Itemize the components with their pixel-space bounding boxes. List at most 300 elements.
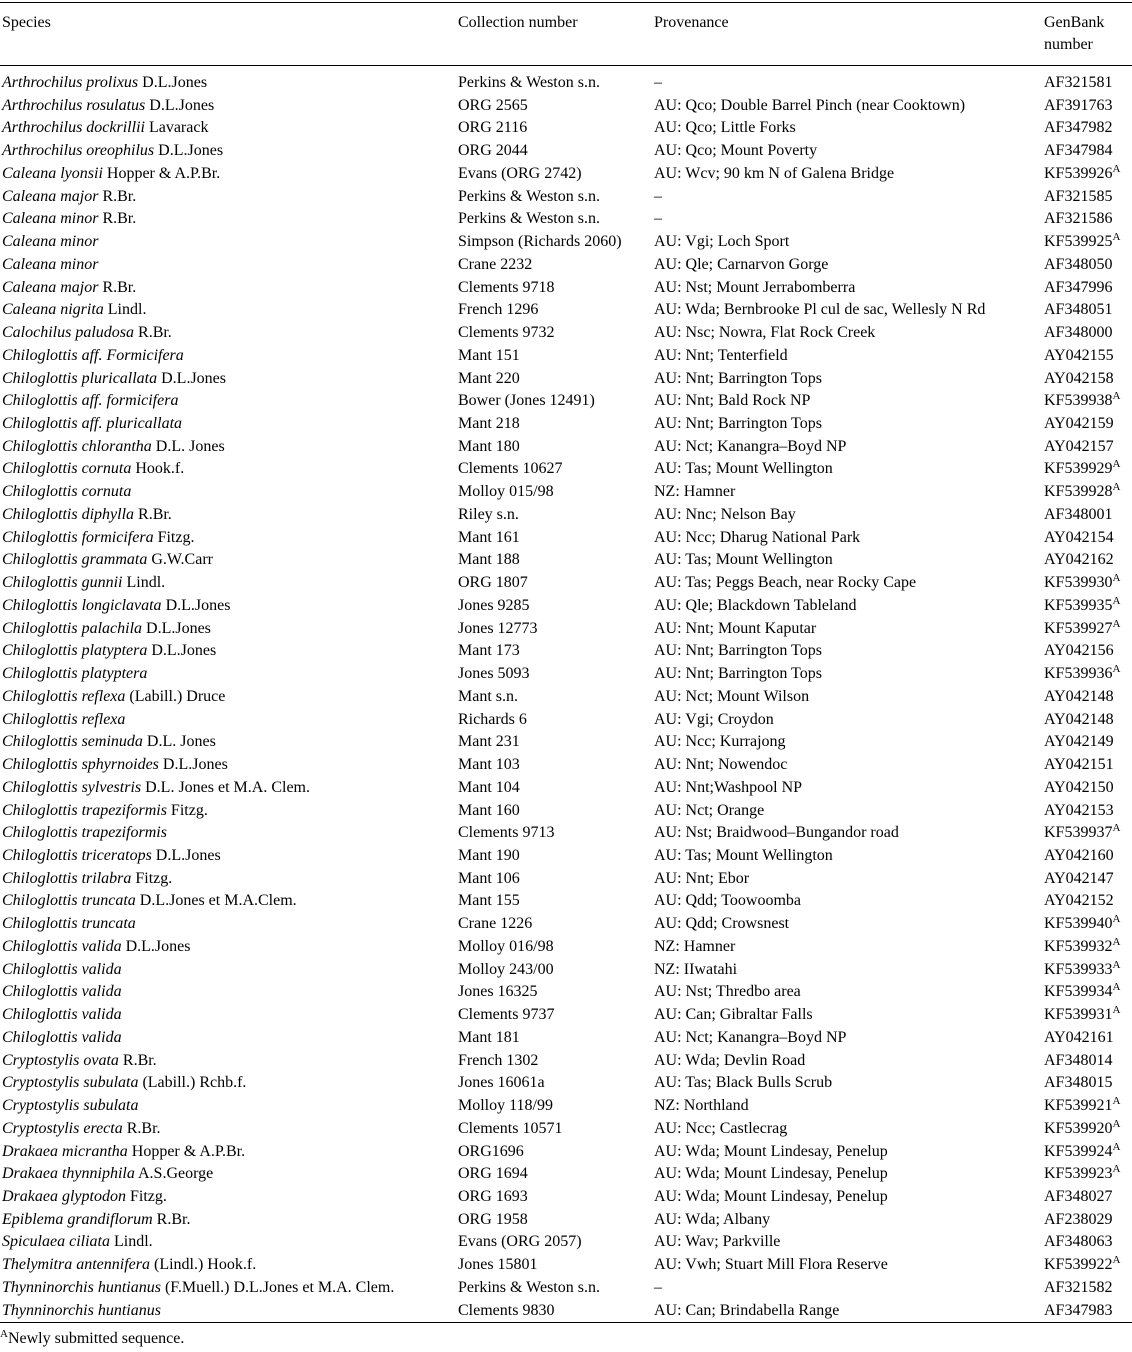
- table-row: [0, 777, 1132, 800]
- species-cell: [0, 95, 456, 118]
- species-cell: [0, 458, 456, 481]
- species-name: Chiloglottis aff. formicifera: [2, 392, 179, 410]
- species-name: Calochilus paludosa: [2, 324, 135, 342]
- species-name: Thelymitra antennifera: [2, 1256, 150, 1274]
- genbank-number-cell: [1042, 504, 1132, 527]
- species-cell: [0, 504, 456, 527]
- genbank-accession: AY042155: [1044, 346, 1114, 364]
- provenance-cell: AU: Qle; Carnarvon Gorge: [654, 255, 829, 273]
- header-genbank-number: GenBank number: [1044, 14, 1105, 53]
- species-name: Spiculaea ciliata: [2, 1233, 110, 1251]
- species-name: Chiloglottis valida: [2, 1028, 122, 1046]
- species-name: Chiloglottis platyptera: [2, 665, 148, 683]
- species-authority: Fitzg.: [135, 869, 173, 887]
- species-cell: [0, 66, 456, 95]
- collection-number-cell: Simpson (Richards 2060): [458, 233, 622, 251]
- species-cell: [0, 1231, 456, 1254]
- species-cell: [0, 413, 456, 436]
- table-row: [0, 800, 1132, 823]
- species-authority: Fitzg.: [157, 528, 195, 546]
- genbank-accession: AF347984: [1044, 142, 1113, 160]
- provenance-cell: AU: Can; Gibraltar Falls: [654, 1006, 813, 1024]
- species-authority: R.Br.: [102, 210, 137, 228]
- table-row: [0, 504, 1132, 527]
- table-row: [0, 117, 1132, 140]
- species-cell: [0, 959, 456, 982]
- species-cell: [0, 777, 456, 800]
- genbank-accession: KF539920: [1044, 1119, 1113, 1137]
- table-row: [0, 572, 1132, 595]
- table-row: [0, 1050, 1132, 1073]
- provenance-cell: AU: Nnt;Washpool NP: [654, 778, 803, 796]
- species-authority: D.L.Jones: [146, 619, 211, 637]
- new-sequence-mark: A: [1112, 390, 1121, 403]
- provenance-cell: AU: Nnt; Barrington Tops: [654, 369, 822, 387]
- species-authority: Lindl.: [126, 574, 166, 592]
- species-name: Chiloglottis valida: [2, 960, 122, 978]
- table-row: [0, 1118, 1132, 1141]
- species-cell: [0, 595, 456, 618]
- header-species: Species: [2, 14, 51, 31]
- genbank-number-cell: [1042, 1004, 1132, 1027]
- species-authority: R.Br.: [122, 1051, 157, 1069]
- collection-number-cell: French 1302: [458, 1051, 539, 1069]
- genbank-accession: AF348015: [1044, 1074, 1113, 1092]
- species-name: Cryptostylis ovata: [2, 1051, 119, 1069]
- genbank-number-cell: [1042, 981, 1132, 1004]
- collection-number-cell: Mant 103: [458, 756, 520, 774]
- collection-number-cell: ORG 2044: [458, 142, 528, 160]
- genbank-number-cell: [1042, 1095, 1132, 1118]
- species-name: Chiloglottis cornuta: [2, 483, 132, 501]
- genbank-accession: AF348051: [1044, 301, 1113, 319]
- table-row: [0, 413, 1132, 436]
- genbank-number-cell: [1042, 208, 1132, 231]
- species-authority: D.L.Jones: [149, 96, 215, 114]
- provenance-cell: AU: Nnt; Nowendoc: [654, 756, 788, 774]
- genbank-accession: AY042160: [1044, 846, 1114, 864]
- genbank-number-cell: [1042, 1300, 1132, 1323]
- species-cell: [0, 1254, 456, 1277]
- genbank-accession: KF539937: [1044, 824, 1113, 842]
- table-row: [0, 299, 1132, 322]
- genbank-number-cell: [1042, 868, 1132, 891]
- provenance-cell: –: [654, 1278, 662, 1296]
- species-name: Chiloglottis gunnii: [2, 574, 123, 592]
- species-name: Caleana lyonsii: [2, 164, 103, 182]
- species-cell: [0, 1050, 456, 1073]
- species-authority: R.Br.: [126, 1119, 161, 1137]
- provenance-cell: –: [654, 74, 662, 91]
- genbank-accession: AY042152: [1044, 892, 1114, 910]
- genbank-number-cell: [1042, 890, 1132, 913]
- genbank-accession: KF539938: [1044, 392, 1113, 410]
- provenance-cell: AU: Qdd; Crowsnest: [654, 915, 790, 933]
- species-authority: D.L.Jones: [142, 74, 208, 91]
- species-name: Chiloglottis aff. Formicifera: [2, 346, 184, 364]
- provenance-cell: AU: Vgi; Croydon: [654, 710, 774, 728]
- collection-number-cell: Clements 9737: [458, 1006, 555, 1024]
- table-row: [0, 1231, 1132, 1254]
- provenance-cell: AU: Wda; Devlin Road: [654, 1051, 806, 1069]
- provenance-cell: AU: Tas; Mount Wellington: [654, 551, 833, 569]
- species-name: Arthrochilus oreophilus: [2, 142, 155, 160]
- species-cell: [0, 1209, 456, 1232]
- species-authority: D.L. Jones et M.A. Clem.: [145, 778, 310, 796]
- genbank-number-cell: [1042, 186, 1132, 209]
- genbank-number-cell: [1042, 481, 1132, 504]
- genbank-number-cell: [1042, 800, 1132, 823]
- species-name: Chiloglottis chlorantha: [2, 437, 152, 455]
- genbank-accession: KF539932: [1044, 937, 1113, 955]
- table-row: [0, 231, 1132, 254]
- collection-number-cell: Jones 12773: [458, 619, 538, 637]
- genbank-accession: KF539922: [1044, 1256, 1113, 1274]
- genbank-number-cell: [1042, 95, 1132, 118]
- provenance-cell: AU: Nnt; Barrington Tops: [654, 665, 822, 683]
- species-authority: (F.Muell.) D.L.Jones et M.A. Clem.: [164, 1278, 395, 1296]
- table-row: [0, 731, 1132, 754]
- genbank-number-cell: [1042, 163, 1132, 186]
- provenance-cell: AU: Wav; Parkville: [654, 1233, 781, 1251]
- provenance-cell: AU: Nnt; Tenterfield: [654, 346, 788, 364]
- collection-number-cell: Crane 1226: [458, 915, 533, 933]
- genbank-number-cell: [1042, 1141, 1132, 1164]
- species-cell: [0, 709, 456, 732]
- species-cell: [0, 981, 456, 1004]
- species-cell: [0, 822, 456, 845]
- new-sequence-mark: A: [1112, 617, 1121, 630]
- provenance-cell: AU: Wda; Mount Lindesay, Penelup: [654, 1165, 888, 1183]
- genbank-number-cell: [1042, 436, 1132, 459]
- provenance-cell: AU: Qle; Blackdown Tableland: [654, 596, 857, 614]
- provenance-cell: AU: Nst; Mount Jerrabomberra: [654, 278, 856, 296]
- table-row: [0, 1163, 1132, 1186]
- footnote: [0, 1328, 184, 1350]
- new-sequence-mark: A: [1112, 481, 1121, 494]
- collection-number-cell: Perkins & Weston s.n.: [458, 74, 600, 91]
- table-row: [0, 868, 1132, 891]
- collection-number-cell: Clements 10571: [458, 1119, 563, 1137]
- species-cell: [0, 800, 456, 823]
- collection-number-cell: ORG 2565: [458, 96, 528, 114]
- new-sequence-mark: A: [1112, 822, 1121, 835]
- table-row: [0, 345, 1132, 368]
- provenance-cell: –: [654, 187, 662, 205]
- species-name: Chiloglottis truncata: [2, 915, 136, 933]
- new-sequence-mark: A: [1112, 1095, 1121, 1108]
- species-authority: Lindl.: [107, 301, 147, 319]
- species-name: Chiloglottis pluricallata: [2, 369, 158, 387]
- genbank-accession: KF539934: [1044, 983, 1113, 1001]
- genbank-number-cell: [1042, 731, 1132, 754]
- genbank-number-cell: [1042, 322, 1132, 345]
- provenance-cell: AU: Nnt; Ebor: [654, 869, 750, 887]
- new-sequence-mark: A: [1112, 958, 1121, 971]
- species-authority: A.S.George: [138, 1165, 214, 1183]
- species-authority: Fitzg.: [129, 1187, 167, 1205]
- species-cell: [0, 527, 456, 550]
- genbank-number-cell: [1042, 618, 1132, 641]
- genbank-number-cell: [1042, 1277, 1132, 1300]
- genbank-accession: AF348027: [1044, 1187, 1113, 1205]
- species-cell: [0, 572, 456, 595]
- new-sequence-mark: A: [1112, 663, 1121, 676]
- collection-number-cell: Mant 180: [458, 437, 520, 455]
- species-name: Arthrochilus prolixus: [2, 74, 139, 91]
- species-name: Chiloglottis aff. pluricallata: [2, 415, 183, 433]
- genbank-accession: AY042150: [1044, 778, 1114, 796]
- genbank-accession: AY042162: [1044, 551, 1114, 569]
- genbank-accession: KF539931: [1044, 1006, 1113, 1024]
- genbank-number-cell: [1042, 527, 1132, 550]
- collection-number-cell: Richards 6: [458, 710, 527, 728]
- genbank-accession: AY042149: [1044, 733, 1114, 751]
- genbank-number-cell: [1042, 277, 1132, 300]
- species-authority: Lavarack: [148, 119, 209, 137]
- collection-number-cell: Riley s.n.: [458, 505, 519, 523]
- collection-number-cell: Mant 151: [458, 346, 520, 364]
- species-cell: [0, 140, 456, 163]
- genbank-number-cell: [1042, 1072, 1132, 1095]
- species-cell: [0, 1300, 456, 1323]
- genbank-number-cell: [1042, 458, 1132, 481]
- table-row: [0, 1209, 1132, 1232]
- provenance-cell: AU: Nnc; Nelson Bay: [654, 505, 796, 523]
- genbank-accession: KF539927: [1044, 619, 1113, 637]
- genbank-accession: KF539935: [1044, 596, 1113, 614]
- genbank-number-cell: [1042, 845, 1132, 868]
- species-name: Chiloglottis sylvestris: [2, 778, 142, 796]
- genbank-accession: AY042154: [1044, 528, 1114, 546]
- genbank-accession: AY042151: [1044, 756, 1114, 774]
- species-cell: [0, 1072, 456, 1095]
- species-cell: [0, 1118, 456, 1141]
- table-row: [0, 981, 1132, 1004]
- table-row: [0, 890, 1132, 913]
- collection-number-cell: Mant s.n.: [458, 687, 518, 705]
- genbank-number-cell: [1042, 231, 1132, 254]
- collection-number-cell: Bower (Jones 12491): [458, 392, 595, 410]
- provenance-cell: AU: Tas; Mount Wellington: [654, 460, 833, 478]
- table-row: [0, 1186, 1132, 1209]
- species-authority: R.Br.: [102, 187, 137, 205]
- collection-number-cell: Clements 9718: [458, 278, 555, 296]
- collection-number-cell: Molloy 243/00: [458, 960, 554, 978]
- species-cell: [0, 686, 456, 709]
- genbank-number-cell: [1042, 1231, 1132, 1254]
- table-row: [0, 1300, 1132, 1323]
- species-cell: [0, 163, 456, 186]
- header-row: [0, 3, 1132, 66]
- species-authority: R.Br.: [138, 505, 172, 523]
- provenance-cell: AU: Qco; Little Forks: [654, 119, 796, 137]
- genbank-number-cell: [1042, 777, 1132, 800]
- table-row: [0, 845, 1132, 868]
- species-authority: G.W.Carr: [151, 551, 213, 569]
- species-name: Thynninorchis huntianus: [2, 1278, 161, 1296]
- new-sequence-mark: A: [1112, 1004, 1121, 1017]
- genbank-accession: AF347983: [1044, 1301, 1113, 1319]
- collection-number-cell: Jones 9285: [458, 596, 530, 614]
- species-cell: [0, 345, 456, 368]
- genbank-number-cell: [1042, 254, 1132, 277]
- collection-number-cell: Mant 160: [458, 801, 520, 819]
- species-name: Caleana major: [2, 187, 99, 205]
- table-row: [0, 595, 1132, 618]
- table-header: [0, 3, 1132, 66]
- collection-number-cell: Mant 188: [458, 551, 520, 569]
- table-row: [0, 163, 1132, 186]
- collection-number-cell: ORG 2116: [458, 119, 528, 137]
- collection-number-cell: Jones 15801: [458, 1256, 538, 1274]
- new-sequence-mark: A: [1112, 935, 1121, 948]
- provenance-cell: AU: Can; Brindabella Range: [654, 1301, 840, 1319]
- species-cell: [0, 1141, 456, 1164]
- genbank-accession: KF539923: [1044, 1165, 1113, 1183]
- table-row: [0, 640, 1132, 663]
- provenance-cell: AU: Tas; Peggs Beach, near Rocky Cape: [654, 574, 917, 592]
- species-cell: [0, 890, 456, 913]
- table-row: [0, 686, 1132, 709]
- provenance-cell: AU: Qco; Double Barrel Pinch (near Cooktown): [654, 96, 966, 114]
- genbank-number-cell: [1042, 640, 1132, 663]
- table-row: [0, 527, 1132, 550]
- provenance-cell: AU: Nct; Kanangra–Boyd NP: [654, 437, 847, 455]
- genbank-number-cell: [1042, 117, 1132, 140]
- genbank-number-cell: [1042, 595, 1132, 618]
- new-sequence-mark: A: [1112, 162, 1121, 175]
- collection-number-cell: Mant 190: [458, 846, 520, 864]
- genbank-number-cell: [1042, 66, 1132, 95]
- footnote-mark: A: [0, 1328, 8, 1340]
- species-name: Caleana minor: [2, 210, 99, 228]
- table-row: [0, 481, 1132, 504]
- genbank-number-cell: [1042, 1027, 1132, 1050]
- species-name: Drakaea thynniphila: [2, 1165, 135, 1183]
- collection-number-cell: Mant 231: [458, 733, 520, 751]
- species-authority: Lindl.: [113, 1233, 153, 1251]
- genbank-accession: KF539925: [1044, 233, 1113, 251]
- species-name: Caleana nigrita: [2, 301, 104, 319]
- species-cell: [0, 1004, 456, 1027]
- collection-number-cell: Evans (ORG 2057): [458, 1233, 582, 1251]
- table-row: [0, 936, 1132, 959]
- species-authority: D.L.Jones: [162, 756, 228, 774]
- provenance-cell: AU: Wda; Albany: [654, 1210, 771, 1228]
- provenance-cell: AU: Nct; Orange: [654, 801, 765, 819]
- collection-number-cell: Molloy 016/98: [458, 937, 554, 955]
- species-name: Chiloglottis longiclavata: [2, 596, 162, 614]
- provenance-cell: –: [654, 210, 662, 228]
- species-name: Caleana minor: [2, 255, 99, 273]
- table-row: [0, 1277, 1132, 1300]
- species-name: Thynninorchis huntianus: [2, 1301, 161, 1319]
- provenance-cell: AU: Qco; Mount Poverty: [654, 142, 818, 160]
- genbank-accession: AY042147: [1044, 869, 1114, 887]
- collection-number-cell: Mant 218: [458, 415, 520, 433]
- collection-number-cell: Jones 16325: [458, 983, 538, 1001]
- genbank-number-cell: [1042, 959, 1132, 982]
- species-cell: [0, 368, 456, 391]
- provenance-cell: AU: Qdd; Toowoomba: [654, 892, 802, 910]
- genbank-accession: AF391763: [1044, 96, 1113, 114]
- genbank-accession: AF348063: [1044, 1233, 1113, 1251]
- collection-number-cell: Mant 106: [458, 869, 520, 887]
- provenance-cell: AU: Nnt; Barrington Tops: [654, 415, 822, 433]
- species-name: Cryptostylis subulata: [2, 1097, 139, 1115]
- species-cell: [0, 277, 456, 300]
- table-row: [0, 618, 1132, 641]
- genbank-number-cell: [1042, 140, 1132, 163]
- new-sequence-mark: A: [1112, 572, 1121, 585]
- species-name: Caleana major: [2, 278, 99, 296]
- genbank-number-cell: [1042, 1050, 1132, 1073]
- species-cell: [0, 1095, 456, 1118]
- table-row: [0, 1072, 1132, 1095]
- genbank-number-cell: [1042, 390, 1132, 413]
- species-authority: D.L.Jones: [125, 937, 191, 955]
- species-cell: [0, 117, 456, 140]
- species-name: Chiloglottis sphyrnoides: [2, 756, 159, 774]
- table-row: [0, 95, 1132, 118]
- species-cell: [0, 322, 456, 345]
- genbank-accession: AF321582: [1044, 1278, 1113, 1296]
- new-sequence-mark: A: [1112, 1254, 1121, 1267]
- collection-number-cell: Jones 5093: [458, 665, 530, 683]
- table-row: [0, 663, 1132, 686]
- new-sequence-mark: A: [1112, 981, 1121, 994]
- provenance-cell: AU: Nnt; Bald Rock NP: [654, 392, 811, 410]
- species-cell: [0, 618, 456, 641]
- genbank-number-cell: [1042, 822, 1132, 845]
- table-row: [0, 1004, 1132, 1027]
- provenance-cell: AU: Wda; Mount Lindesay, Penelup: [654, 1142, 888, 1160]
- species-cell: [0, 663, 456, 686]
- table-row: [0, 436, 1132, 459]
- species-cell: [0, 845, 456, 868]
- collection-number-cell: Clements 9713: [458, 824, 555, 842]
- collection-number-cell: Mant 173: [458, 642, 520, 660]
- genbank-accession: AY042157: [1044, 437, 1114, 455]
- collection-number-cell: Clements 9830: [458, 1301, 555, 1319]
- collection-number-cell: Molloy 015/98: [458, 483, 554, 501]
- genbank-number-cell: [1042, 754, 1132, 777]
- collection-number-cell: Crane 2232: [458, 255, 533, 273]
- collection-number-cell: Jones 16061a: [458, 1074, 545, 1092]
- species-authority: D.L.Jones et M.A.Clem.: [139, 892, 297, 910]
- species-name: Arthrochilus dockrillii: [2, 119, 145, 137]
- table-row: [0, 1095, 1132, 1118]
- species-authority: D.L.Jones: [165, 596, 231, 614]
- species-name: Drakaea glyptodon: [2, 1187, 126, 1205]
- species-cell: [0, 231, 456, 254]
- genbank-accession: AF348014: [1044, 1051, 1113, 1069]
- collection-number-cell: Perkins & Weston s.n.: [458, 210, 600, 228]
- species-name: Chiloglottis seminuda: [2, 733, 143, 751]
- collection-number-cell: ORG 1693: [458, 1187, 528, 1205]
- species-cell: [0, 754, 456, 777]
- genbank-accession: KF539921: [1044, 1097, 1113, 1115]
- genbank-accession: AY042153: [1044, 801, 1114, 819]
- species-name: Chiloglottis formicifera: [2, 528, 154, 546]
- table-row: [0, 913, 1132, 936]
- provenance-cell: AU: Nct; Kanangra–Boyd NP: [654, 1028, 847, 1046]
- species-table: [0, 2, 1132, 1323]
- species-name: Cryptostylis subulata: [2, 1074, 139, 1092]
- provenance-cell: AU: Nct; Mount Wilson: [654, 687, 810, 705]
- species-cell: [0, 731, 456, 754]
